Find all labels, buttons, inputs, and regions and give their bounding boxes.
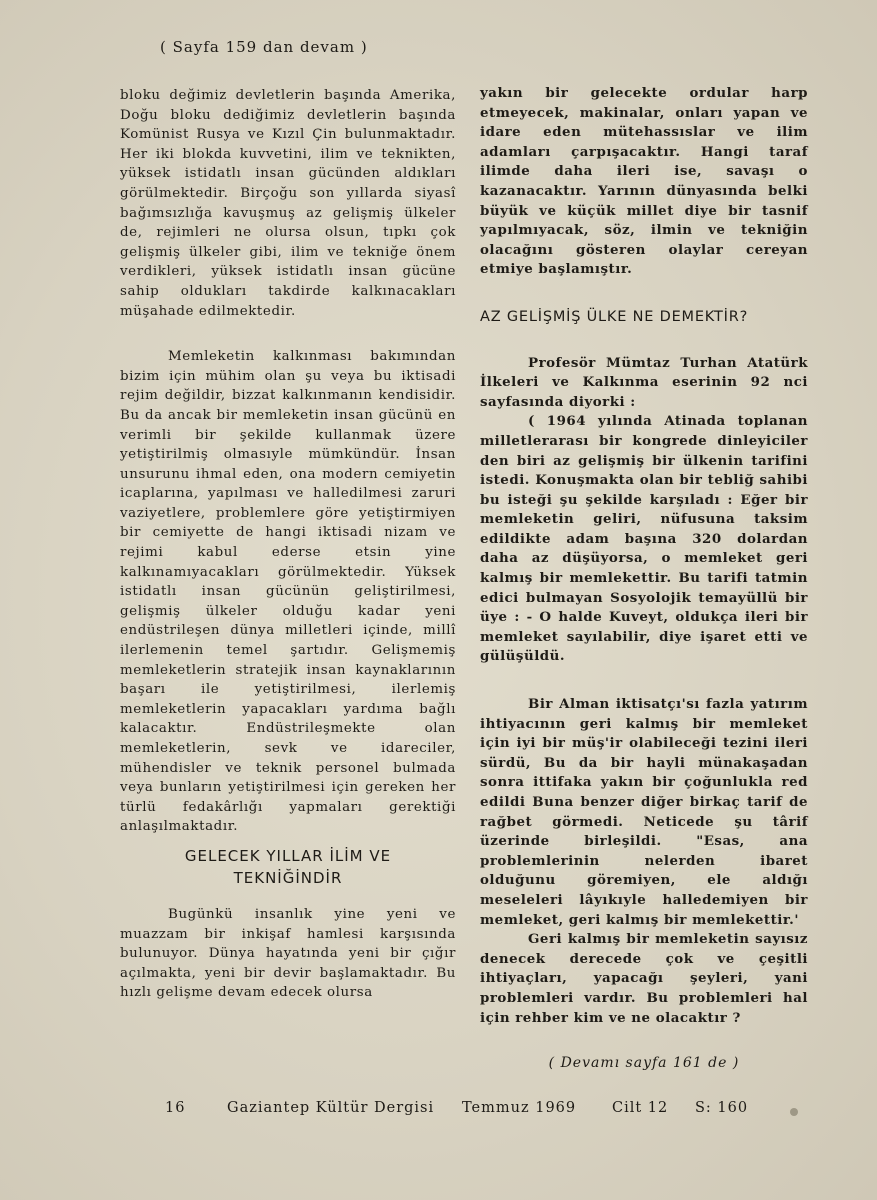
left-column [120, 86, 456, 1003]
right-paragraph-2: Profesör Mümtaz Turhan Atatürk İlkeleri ve Kalkınma eserinin 92 nci sayfasında diyorki : [480, 354, 808, 410]
footer-journal-name: Gaziantep Kültür Dergisi [227, 1100, 435, 1116]
left-paragraph-3: Bugünkü insanlık yine yeni ve muazzam bir inkişaf hamlesi karşısında bulunuyor. Dünya hayatında yeni bir çığır açılmakta, yeni bir devir başlamaktadır. Bu hızlı gelişme devam edecek olursa [120, 906, 456, 1001]
section-title-line-2: TEKNİĞİNDİR [233, 868, 343, 887]
left-paragraph-2: Memleketin kalkınması bakımından bizim için mühim olan şu veya bu iktisadi rejim değildir, bizzat kalkınmanın kendisidir. Bu da ancak bir memleketin insan gücünü en verimli bir şekilde kullanmak üzere yetiştirilmiş olmasıyle mümkündür. İnsan unsurunu ihmal eden, ona modern cemiyetin icaplarına, yapılması ve halledilmesi zaruri vaziyetlere, problemlere göre yetiştirmiyen bir cemiyette de hangi iktisadi nizam ve rejimi kabul ederse etsin yine kalkınamıyacakları görülmektedir. Yüksek istidatlı insan gücünün geliştirilmesi, gelişmiş ülkeler olduğu kadar yeni endüstrileşen dünya milletleri içinde, millî ilerlemenin temel şartıdır. Gelişmemiş memleketlerin stratejik insan kaynaklarının başarı ile yetiştirilmesi, ilerlemiş memleketlerin yapacakları yardıma bağlı kalacaktır. Endüstrileşmekte olan memleketlerin, sevk ve idareciler, mühendisler ve teknik personel bulmada veya bunların yetiştirilmesi için gereken her türlü fedakârlığı yapmaları gerektiği anlaşılmaktadır. [120, 349, 456, 835]
right-paragraph-4: Bir Alman iktisatçı'sı fazla yatırım ihtiyacının geri kalmış bir memleket için iyi bir müş'ir olabileceği tezini ileri sürdü, Bu da bir hayli münakaşadan sonra ittifaka yakın bir çoğunlukla red edildi Buna benzer diğer birkaç tarif de rağbet görmedi. Neticede şu târif üzerinde birleşildi. "Esas, ana problemlerinin nelerden ibaret olduğunu göremiyen, ele aldığı meseleleri lâyıkıyle halledemiyen bir memleket, geri kalmış bir memlekettir.' [480, 696, 808, 928]
left-paragraph-1: bloku değimiz devletlerin başında Amerika, Doğu bloku dediğimiz devletlerin başında Komünist Rusya ve Kızıl Çin bulunmaktadır. Her iki blokda kuvvetini, ilim ve teknikten, yüksek istidatlı insan gücünden aldıkları görülmektedir. Birçoğu son yıllarda siyasî bağımsızlığa kavuşmuş az gelişmiş ülkeler de, rejimleri ne olursa olsun, tıpkı çok gelişmiş ülkeler gibi, ilim ve tekniğe önem verdikleri, yüksek istidatlı insan gücüne sahip oldukları takdirde kalkınacakları müşahade edilmektedir. [120, 88, 456, 319]
section-title-line-1: GELECEK YILLAR İLİM VE [184, 846, 392, 865]
continuation-header: ( Sayfa 159 dan devam ) [160, 38, 368, 56]
right-paragraph-1: yakın bir gelecekte ordular harp etmeyecek, makinalar, onları yapan ve idare eden mütehassıslar ve ilim adamları çarpışacaktır. Hangi taraf ilimde daha ileri ise, savaşı o kazanacaktır. Yarının dünyasında belki büyük ve küçük millet diye bir tasnif yapılmıyacak, söz, ilmin ve tekniğin olacağını gösteren olaylar cereyan etmiye başlamıştır. [480, 85, 808, 278]
footer-volume: Cilt 12 [612, 1100, 669, 1116]
section-title-underdeveloped: AZ GELİŞMİŞ ÜLKE NE DEMEKTİR? [480, 308, 749, 325]
right-column [480, 84, 808, 1074]
ink-spot-mark [790, 1108, 798, 1116]
right-paragraph-3: ( 1964 yılında Atinada toplanan milletlerarası bir kongrede dinleyiciler den biri az gelişmiş bir ülkenin tarifini istedi. Konuşmakta olan bir tebliğ sahibi bu isteği şu şekilde karşıladı : Eğer bir memleketin geliri, nüfusuna taksim edildikte adam başına 320 dolardan daha az düşüyorsa, o memleket geri kalmış bir memlekettir. Bu tarifi tatmin edici bulmayan Sosyolojik temayüllü bir üye : - O halde Kuveyt, oldukça ileri bir memleket sayılabilir, diye işaret etti ve gülüşüldü. [480, 413, 808, 665]
footer-issue-number: S: 160 [695, 1100, 749, 1116]
footer-date: Temmuz 1969 [462, 1100, 577, 1116]
right-paragraph-5: Geri kalmış bir memleketin sayısız denecek derecede çok ve çeşitli ihtiyaçları, yapacağı şeyleri, yani problemleri vardır. Bu problemleri hal için rehber kim ve ne olacaktır ? [480, 931, 808, 1026]
section-title-future [120, 845, 456, 889]
continued-notice: ( Devamı sayfa 161 de ) [548, 1055, 740, 1072]
footer-page-number: 16 [165, 1100, 186, 1116]
